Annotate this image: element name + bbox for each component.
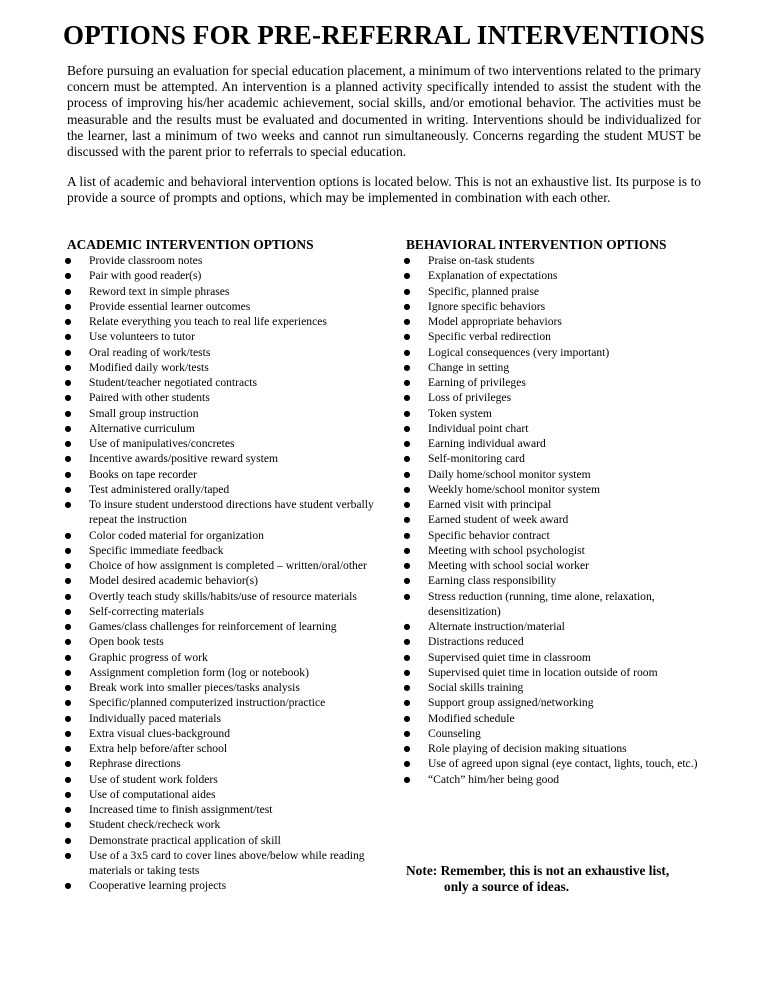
academic-option-item xyxy=(63,695,383,710)
behavioral-option-item xyxy=(402,589,702,620)
page-title: OPTIONS FOR PRE-REFERRAL INTERVENTIONS xyxy=(63,20,705,50)
academic-option-item xyxy=(63,802,383,817)
behavioral-option-item xyxy=(402,421,702,436)
bullet-icon: ● xyxy=(64,469,72,479)
academic-option-item xyxy=(63,711,383,726)
behavioral-option-item xyxy=(402,756,702,771)
academic-option-item-text: Small group instruction xyxy=(89,406,199,420)
behavioral-option-item-text: Earning class responsibility xyxy=(428,574,557,588)
behavioral-option-item-text: Earned student of week award xyxy=(428,513,569,527)
behavioral-option-item xyxy=(402,345,702,360)
behavioral-option-item-text: Self-monitoring card xyxy=(428,452,525,466)
behavioral-option-item-text: Weekly home/school monitor system xyxy=(428,482,600,496)
behavioral-option-item xyxy=(402,665,702,680)
bullet-icon: ● xyxy=(403,652,411,662)
behavioral-option-item-text: Logical consequences (very important) xyxy=(428,345,610,359)
behavioral-option-item-text: Alternate instruction/material xyxy=(428,620,565,633)
academic-option-item-text: Extra help before/after school xyxy=(89,742,228,755)
behavioral-option-item xyxy=(402,375,702,390)
academic-option-item xyxy=(63,406,383,421)
academic-option-item-text: Individually paced materials xyxy=(89,711,221,725)
bullet-icon: ● xyxy=(403,271,411,281)
behavioral-option-item-text: Praise on-task students xyxy=(428,254,535,267)
bullet-icon: ● xyxy=(64,698,72,708)
bullet-icon: ● xyxy=(64,759,72,769)
bullet-icon: ● xyxy=(64,393,72,403)
academic-option-item-text: Choice of how assignment is completed – written/oral/other xyxy=(89,559,367,572)
intro-paragraph: Before pursuing an evaluation for special education placement, a minimum of two interventions related to the primary concern must be attempted. An intervention is a planned activity specifically intended to assist the student with the process of improving his/her academic achievement, social skills, and/or emotional behavior. The activities must be measurable and the results must be evaluated and documented in writing. Interventions should be individualized for the learner, last a minimum of two weeks and cannot run simultaneously. Concerns regarding the student MUST be discussed with the parent prior to referrals to special education. xyxy=(67,63,701,160)
bullet-icon: ● xyxy=(403,728,411,738)
behavioral-option-item-text: Earning individual award xyxy=(428,437,546,450)
bullet-icon: ● xyxy=(64,713,72,723)
academic-option-item-text: Oral reading of work/tests xyxy=(89,345,211,359)
academic-options-list xyxy=(63,253,383,894)
bullet-icon: ● xyxy=(64,301,72,311)
academic-option-item-text: Modified daily work/tests xyxy=(89,360,209,374)
bullet-icon: ● xyxy=(403,439,411,448)
academic-option-item-text: Student check/recheck work xyxy=(89,818,221,832)
academic-option-item xyxy=(63,436,383,451)
academic-option-item xyxy=(63,650,383,665)
behavioral-option-item-text: Daily home/school monitor system xyxy=(428,467,591,481)
academic-option-item-text: Break work into smaller pieces/tasks analysis xyxy=(89,681,300,694)
bullet-icon: ● xyxy=(403,637,411,647)
academic-option-item-text: Paired with other students xyxy=(89,391,210,405)
academic-option-item-text: Self-correcting materials xyxy=(89,604,204,618)
bullet-icon: ● xyxy=(403,622,411,631)
bullet-icon: ● xyxy=(64,774,72,784)
bullet-icon: ● xyxy=(64,271,72,281)
bullet-icon: ● xyxy=(403,378,411,387)
behavioral-options-list xyxy=(402,253,702,787)
behavioral-option-item-text: Supervised quiet time in location outside of room xyxy=(428,665,658,679)
academic-option-item xyxy=(63,268,383,283)
behavioral-option-item xyxy=(402,558,702,573)
bullet-icon: ● xyxy=(64,789,72,799)
academic-option-item xyxy=(63,543,383,558)
bullet-icon: ● xyxy=(403,759,411,769)
behavioral-option-item-text: Individual point chart xyxy=(428,421,529,435)
behavioral-option-item xyxy=(402,360,702,375)
bullet-icon: ● xyxy=(64,744,72,753)
behavioral-option-item xyxy=(402,573,702,588)
academic-option-item xyxy=(63,329,383,344)
behavioral-option-item-text: Ignore specific behaviors xyxy=(428,299,546,313)
academic-option-item-text: Increased time to finish assignment/test xyxy=(89,803,273,816)
bullet-icon: ● xyxy=(64,561,72,570)
bullet-icon: ● xyxy=(64,378,72,387)
academic-option-item-text: Test administered orally/taped xyxy=(89,482,230,496)
bullet-icon: ● xyxy=(64,439,72,448)
academic-option-item-text: Provide essential learner outcomes xyxy=(89,299,251,313)
bullet-icon: ● xyxy=(64,286,72,296)
bullet-icon: ● xyxy=(403,500,411,509)
bullet-icon: ● xyxy=(403,408,411,418)
behavioral-option-item-text: “Catch” him/her being good xyxy=(428,772,560,786)
academic-option-item-text: Use of student work folders xyxy=(89,772,218,786)
bullet-icon: ● xyxy=(64,576,72,586)
academic-option-item-text: Open book tests xyxy=(89,635,164,649)
bullet-icon: ● xyxy=(403,332,411,342)
academic-option-item xyxy=(63,451,383,466)
behavioral-option-item xyxy=(402,772,702,787)
academic-option-item xyxy=(63,360,383,375)
behavioral-option-item-text: Specific, planned praise xyxy=(428,284,540,298)
academic-option-item xyxy=(63,573,383,588)
behavioral-option-item xyxy=(402,482,702,497)
bullet-icon: ● xyxy=(64,256,72,265)
behavioral-option-item-text: Model appropriate behaviors xyxy=(428,315,562,328)
academic-option-item-text: Use volunteers to tutor xyxy=(89,330,195,344)
bullet-icon: ● xyxy=(403,683,411,692)
behavioral-option-item xyxy=(402,528,702,543)
academic-option-item-text: Provide classroom notes xyxy=(89,254,203,267)
bullet-icon: ● xyxy=(403,347,411,357)
behavioral-option-item-text: Meeting with school psychologist xyxy=(428,543,585,557)
academic-option-item-text: Use of computational aides xyxy=(89,787,216,801)
bullet-icon: ● xyxy=(64,484,72,494)
academic-option-item xyxy=(63,756,383,771)
behavioral-option-item-text: Token system xyxy=(428,406,492,420)
academic-option-item-text: Cooperative learning projects xyxy=(89,879,227,893)
academic-option-item xyxy=(63,482,383,497)
academic-option-item xyxy=(63,497,383,528)
bullet-icon: ● xyxy=(64,545,72,555)
bullet-icon: ● xyxy=(403,469,411,479)
academic-option-item xyxy=(63,726,383,741)
behavioral-option-item-text: Loss of privileges xyxy=(428,391,512,405)
bullet-icon: ● xyxy=(64,667,72,677)
academic-option-item-text: Use of manipulatives/concretes xyxy=(89,437,235,450)
bullet-icon: ● xyxy=(403,317,411,326)
bullet-icon: ● xyxy=(64,881,72,891)
behavioral-option-item xyxy=(402,619,702,634)
academic-option-item xyxy=(63,833,383,848)
academic-option-item xyxy=(63,345,383,360)
behavioral-option-item-text: Support group assigned/networking xyxy=(428,696,594,710)
academic-option-item-text: Color coded material for organization xyxy=(89,528,264,542)
bullet-icon: ● xyxy=(64,408,72,418)
academic-option-item-text: Specific immediate feedback xyxy=(89,543,224,557)
bullet-icon: ● xyxy=(403,591,411,601)
academic-option-item xyxy=(63,619,383,634)
behavioral-option-item xyxy=(402,299,702,314)
behavioral-option-item xyxy=(402,741,702,756)
bullet-icon: ● xyxy=(64,728,72,738)
academic-option-item xyxy=(63,787,383,802)
academic-option-item xyxy=(63,741,383,756)
academic-option-item xyxy=(63,848,383,879)
behavioral-heading: BEHAVIORAL INTERVENTION OPTIONS xyxy=(406,237,667,252)
academic-option-item-text: Model desired academic behavior(s) xyxy=(89,574,259,588)
bullet-icon: ● xyxy=(64,332,72,342)
bullet-icon: ● xyxy=(403,561,411,570)
bullet-icon: ● xyxy=(64,652,72,662)
bullet-icon: ● xyxy=(403,667,411,677)
academic-option-item xyxy=(63,467,383,482)
academic-option-item-text: Relate everything you teach to real life experiences xyxy=(89,315,327,328)
academic-option-item xyxy=(63,665,383,680)
academic-option-item xyxy=(63,528,383,543)
bullet-icon: ● xyxy=(64,805,72,814)
bullet-icon: ● xyxy=(64,835,72,845)
academic-option-item-text: Use of a 3x5 card to cover lines above/below while reading materials or taking tests xyxy=(89,848,365,877)
behavioral-option-item xyxy=(402,650,702,665)
bullet-icon: ● xyxy=(403,454,411,464)
bullet-icon: ● xyxy=(403,256,411,265)
bullet-icon: ● xyxy=(64,347,72,357)
academic-option-item xyxy=(63,772,383,787)
academic-option-item-text: Extra visual clues-background xyxy=(89,726,231,740)
bullet-icon: ● xyxy=(64,454,72,464)
bullet-icon: ● xyxy=(64,683,72,692)
academic-option-item-text: To insure student understood directions have student verbally repeat the instruction xyxy=(89,498,374,527)
bullet-icon: ● xyxy=(403,713,411,723)
bullet-icon: ● xyxy=(403,545,411,555)
behavioral-option-item-text: Counseling xyxy=(428,726,481,740)
academic-option-item-text: Games/class challenges for reinforcement of learning xyxy=(89,620,337,633)
academic-option-item xyxy=(63,680,383,695)
academic-option-item-text: Specific/planned computerized instruction/practice xyxy=(89,696,326,710)
behavioral-option-item-text: Earning of privileges xyxy=(428,376,526,389)
academic-option-item xyxy=(63,284,383,299)
academic-option-item xyxy=(63,375,383,390)
academic-option-item-text: Reword text in simple phrases xyxy=(89,284,230,298)
bullet-icon: ● xyxy=(64,500,72,509)
bullet-icon: ● xyxy=(403,515,411,525)
behavioral-option-item xyxy=(402,711,702,726)
bullet-icon: ● xyxy=(64,606,72,616)
note xyxy=(406,863,726,895)
behavioral-option-item-text: Use of agreed upon signal (eye contact, lights, touch, etc.) xyxy=(428,757,698,771)
behavioral-option-item xyxy=(402,680,702,695)
academic-option-item xyxy=(63,604,383,619)
behavioral-option-item xyxy=(402,467,702,482)
academic-option-item-text: Student/teacher negotiated contracts xyxy=(89,376,258,389)
academic-option-item xyxy=(63,817,383,832)
academic-option-item xyxy=(63,589,383,604)
bullet-icon: ● xyxy=(64,591,72,601)
note-line-1: Note: Remember, this is not an exhaustive list, xyxy=(406,863,670,878)
bullet-icon: ● xyxy=(64,637,72,647)
behavioral-option-item-text: Social skills training xyxy=(428,681,524,694)
behavioral-option-item xyxy=(402,390,702,405)
bullet-icon: ● xyxy=(403,301,411,311)
bullet-icon: ● xyxy=(403,774,411,784)
academic-option-item xyxy=(63,878,383,893)
bullet-icon: ● xyxy=(403,530,411,540)
bullet-icon: ● xyxy=(64,530,72,540)
academic-option-item-text: Books on tape recorder xyxy=(89,467,197,481)
bullet-icon: ● xyxy=(64,622,72,631)
academic-option-item-text: Alternative curriculum xyxy=(89,421,195,435)
behavioral-option-item-text: Meeting with school social worker xyxy=(428,559,589,572)
behavioral-option-item-text: Change in setting xyxy=(428,360,510,374)
bullet-icon: ● xyxy=(64,362,72,372)
behavioral-option-item xyxy=(402,451,702,466)
behavioral-option-item xyxy=(402,634,702,649)
behavioral-option-item xyxy=(402,406,702,421)
academic-option-item-text: Rephrase directions xyxy=(89,757,181,771)
bullet-icon: ● xyxy=(64,317,72,326)
behavioral-option-item xyxy=(402,512,702,527)
academic-option-item-text: Demonstrate practical application of skill xyxy=(89,833,281,847)
behavioral-option-item-text: Earned visit with principal xyxy=(428,498,552,511)
bullet-icon: ● xyxy=(64,820,72,830)
academic-option-item xyxy=(63,558,383,573)
bullet-icon: ● xyxy=(403,576,411,586)
bullet-icon: ● xyxy=(403,393,411,403)
behavioral-option-item-text: Stress reduction (running, time alone, relaxation, desensitization) xyxy=(428,589,655,618)
behavioral-option-item xyxy=(402,726,702,741)
behavioral-option-item xyxy=(402,329,702,344)
academic-option-item-text: Pair with good reader(s) xyxy=(89,269,202,283)
academic-option-item xyxy=(63,299,383,314)
behavioral-option-item xyxy=(402,497,702,512)
bullet-icon: ● xyxy=(403,362,411,372)
behavioral-option-item xyxy=(402,284,702,299)
behavioral-option-item xyxy=(402,253,702,268)
academic-option-item xyxy=(63,421,383,436)
behavioral-option-item-text: Distractions reduced xyxy=(428,635,524,649)
behavioral-option-item xyxy=(402,268,702,283)
academic-option-item xyxy=(63,390,383,405)
bullet-icon: ● xyxy=(403,423,411,433)
academic-option-item xyxy=(63,253,383,268)
bullet-icon: ● xyxy=(403,484,411,494)
bullet-icon: ● xyxy=(64,850,72,860)
bullet-icon: ● xyxy=(403,744,411,753)
behavioral-option-item xyxy=(402,543,702,558)
bullet-icon: ● xyxy=(403,286,411,296)
behavioral-option-item xyxy=(402,695,702,710)
list-intro-paragraph: A list of academic and behavioral intervention options is located below. This is not an exhaustive list. Its purpose is to provide a source of prompts and options, which may be implemented in combination with each other. xyxy=(67,174,701,206)
academic-option-item-text: Overtly teach study skills/habits/use of resource materials xyxy=(89,589,357,603)
behavioral-option-item xyxy=(402,436,702,451)
behavioral-option-item-text: Specific verbal redirection xyxy=(428,330,551,344)
academic-option-item-text: Incentive awards/positive reward system xyxy=(89,452,278,466)
bullet-icon: ● xyxy=(403,698,411,708)
academic-option-item xyxy=(63,314,383,329)
academic-option-item-text: Assignment completion form (log or notebook) xyxy=(89,665,309,679)
behavioral-option-item-text: Explanation of expectations xyxy=(428,269,558,283)
behavioral-option-item xyxy=(402,314,702,329)
bullet-icon: ● xyxy=(64,423,72,433)
behavioral-option-item-text: Role playing of decision making situations xyxy=(428,742,627,755)
academic-option-item xyxy=(63,634,383,649)
academic-option-item-text: Graphic progress of work xyxy=(89,650,208,664)
behavioral-option-item-text: Specific behavior contract xyxy=(428,528,550,542)
behavioral-option-item-text: Supervised quiet time in classroom xyxy=(428,650,591,664)
academic-heading: ACADEMIC INTERVENTION OPTIONS xyxy=(67,237,314,252)
behavioral-option-item-text: Modified schedule xyxy=(428,711,515,725)
note-line-2: only a source of ideas. xyxy=(444,879,570,894)
